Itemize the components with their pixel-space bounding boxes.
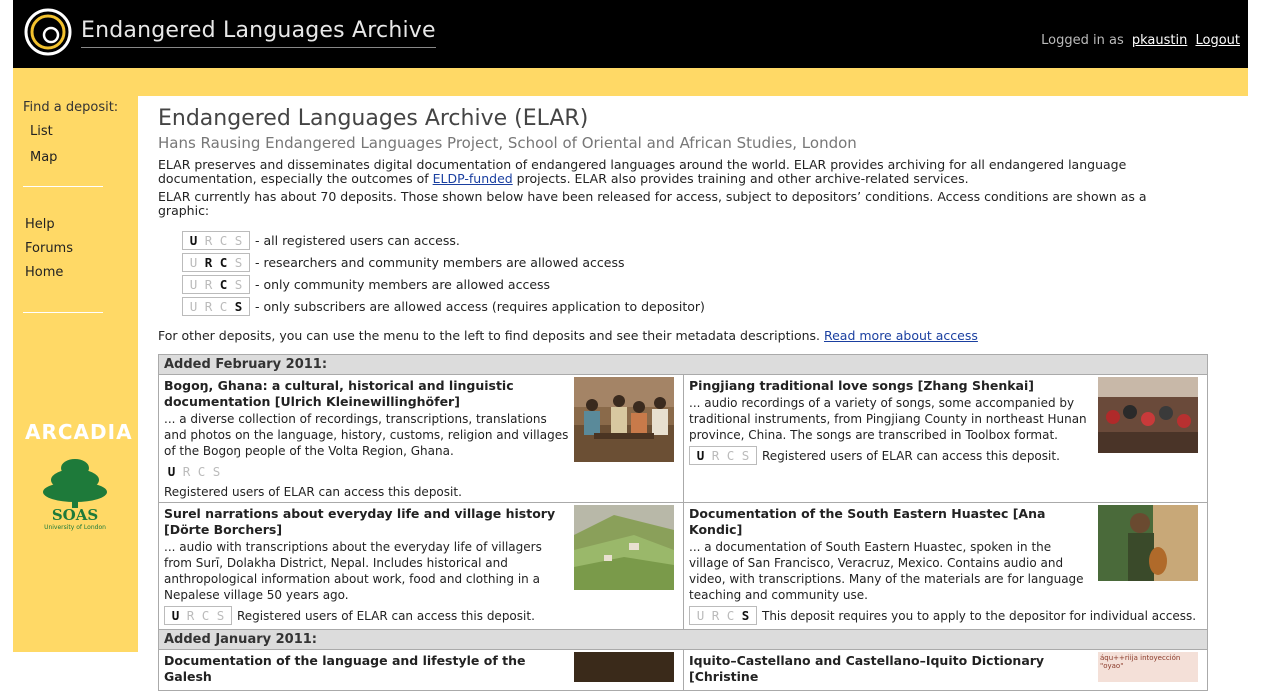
access-legend-text: - only community members are allowed access bbox=[255, 276, 551, 292]
table-row bbox=[159, 503, 1207, 630]
header-accent-band bbox=[13, 68, 1248, 96]
access-graphic: U R C S bbox=[167, 464, 221, 479]
deposit-access bbox=[164, 462, 678, 499]
deposit-thumbnail[interactable] bbox=[574, 505, 674, 590]
access-legend-row bbox=[182, 230, 460, 250]
month-header: Added January 2011: bbox=[159, 630, 1207, 650]
access-legend-row bbox=[182, 296, 705, 316]
deposit-description: ... a documentation of South Eastern Huastec, spoken in the village of San Francisco, Veracruz, Mexico. Contains audio and video, with transcriptions. Many of the materials are for language teaching and community use. bbox=[689, 540, 1084, 602]
sidebar-item-list[interactable]: List bbox=[30, 124, 53, 139]
deposit-item bbox=[683, 375, 1207, 502]
table-row bbox=[159, 375, 1207, 503]
sidebar-divider bbox=[23, 186, 103, 187]
access-legend-row bbox=[182, 252, 625, 272]
table-row bbox=[159, 650, 1207, 690]
site-title[interactable]: Endangered Languages Archive bbox=[81, 18, 436, 48]
deposit-access-text: This deposit requires you to apply to the depositor for individual access. bbox=[762, 608, 1197, 623]
page-subtitle: Hans Rausing Endangered Languages Project, School of Oriental and African Studies, London bbox=[158, 134, 857, 152]
access-graphic: U R C S bbox=[182, 275, 250, 294]
access-graphic: U R C S bbox=[182, 253, 250, 272]
deposit-title-link[interactable]: Surel narrations about everyday life and village history [Dörte Borchers] bbox=[164, 506, 556, 537]
deposit-item bbox=[683, 503, 1207, 629]
deposit-access-text: Registered users of ELAR can access this deposit. bbox=[762, 448, 1060, 463]
access-legend-row bbox=[182, 274, 550, 294]
soas-name: SOAS bbox=[51, 506, 99, 524]
deposit-description: ... audio with transcriptions about the everyday life of villagers from Surī, Dolakha District, Nepal. Includes historical and anthropological information about work, food and clothing in a Nepalese village 50 years ago. bbox=[164, 540, 542, 602]
deposit-title-link[interactable]: Bogoŋ, Ghana: a cultural, historical and linguistic documentation [Ulrich Kleinewillinghöfer] bbox=[164, 378, 514, 409]
deposit-thumbnail[interactable] bbox=[574, 377, 674, 462]
access-legend-text: - all registered users can access. bbox=[255, 232, 460, 248]
deposit-access bbox=[689, 606, 1202, 625]
read-more-access-link[interactable]: Read more about access bbox=[823, 328, 978, 343]
deposit-item bbox=[159, 503, 683, 629]
deposit-thumbnail[interactable]: áqu++riija intoyección "oyao" bbox=[1098, 652, 1198, 682]
deposit-title-link[interactable]: Pingjiang traditional love songs [Zhang Shenkai] bbox=[689, 378, 1034, 393]
access-legend-text: - only subscribers are allowed access (requires application to depositor) bbox=[255, 298, 705, 314]
soas-logo[interactable] bbox=[37, 454, 113, 538]
deposit-title-link[interactable]: Documentation of the language and lifestyle of the Galesh bbox=[164, 653, 526, 684]
access-graphic: U R C S bbox=[182, 297, 250, 316]
logout-link[interactable]: Logout bbox=[1195, 33, 1240, 48]
deposits-paragraph: ELAR currently has about 70 deposits. Those shown below have been released for access, subject to depositors’ conditions. Access conditions are shown as a graphic: bbox=[158, 189, 1147, 218]
deposit-item bbox=[683, 650, 1207, 690]
deposit-title-link[interactable]: Documentation of the South Eastern Huastec [Ana Kondic] bbox=[689, 506, 1046, 537]
eldp-funded-link[interactable]: ELDP-funded bbox=[432, 171, 513, 186]
soas-sub: University of London bbox=[44, 524, 106, 531]
deposit-item bbox=[159, 375, 683, 502]
deposit-description: ... audio recordings of a variety of songs, some accompanied by traditional instruments, from Pingjiang County in northeast Hunan province, China. The songs are transcribed in Toolbox format. bbox=[689, 396, 1087, 442]
username-link[interactable]: pkaustin bbox=[1131, 33, 1188, 48]
sidebar bbox=[13, 96, 138, 652]
deposit-description: ... a diverse collection of recordings, transcriptions, translations and photos on the language, history, customs, religion and villages of the Bogoŋ people of the Volta Region, Ghana. bbox=[164, 412, 569, 458]
sidebar-item-help[interactable]: Help bbox=[25, 217, 55, 232]
sidebar-item-home[interactable]: Home bbox=[25, 265, 64, 280]
deposit-access-text: Registered users of ELAR can access this deposit. bbox=[164, 485, 462, 499]
page-title: Endangered Languages Archive (ELAR) bbox=[158, 106, 589, 131]
sidebar-divider bbox=[23, 312, 103, 313]
elar-logo-icon[interactable] bbox=[24, 6, 72, 58]
access-legend-text: - researchers and community members are allowed access bbox=[255, 254, 625, 270]
intro-paragraph: ELAR preserves and disseminates digital documentation of endangered languages around the world. ELAR provides archiving for all endangered language documentation, especially the outcomes of ELDP-funded projects. ELAR also provides training and other archive-related services. bbox=[158, 157, 1127, 186]
deposit-access bbox=[164, 606, 678, 625]
access-graphic: U R C S bbox=[182, 231, 250, 250]
find-deposit-label: Find a deposit: bbox=[23, 100, 119, 115]
other-deposits-paragraph: For other deposits, you can use the menu to the left to find deposits and see their metadata descriptions. Read more about access bbox=[158, 328, 978, 343]
sidebar-item-map[interactable]: Map bbox=[30, 150, 58, 165]
deposit-thumbnail[interactable] bbox=[574, 652, 674, 682]
header-bar bbox=[13, 0, 1248, 68]
logged-in-label: Logged in as bbox=[1041, 33, 1124, 48]
access-graphic: U R C S bbox=[164, 606, 232, 625]
deposit-thumbnail[interactable] bbox=[1098, 377, 1198, 453]
user-bar bbox=[1041, 33, 1240, 48]
deposit-item bbox=[159, 650, 683, 690]
month-header: Added February 2011: bbox=[159, 355, 1207, 375]
deposit-title-link[interactable]: Iquito–Castellano and Castellano–Iquito Dictionary [Christine bbox=[689, 653, 1045, 684]
sidebar-item-forums[interactable]: Forums bbox=[25, 241, 73, 256]
deposit-thumbnail[interactable] bbox=[1098, 505, 1198, 581]
access-graphic: U R C S bbox=[689, 606, 757, 625]
deposits-table bbox=[158, 354, 1208, 691]
deposit-access-text: Registered users of ELAR can access this deposit. bbox=[237, 608, 535, 623]
access-graphic: U R C S bbox=[689, 446, 757, 465]
arcadia-logo[interactable]: ARCADIA bbox=[25, 420, 133, 444]
